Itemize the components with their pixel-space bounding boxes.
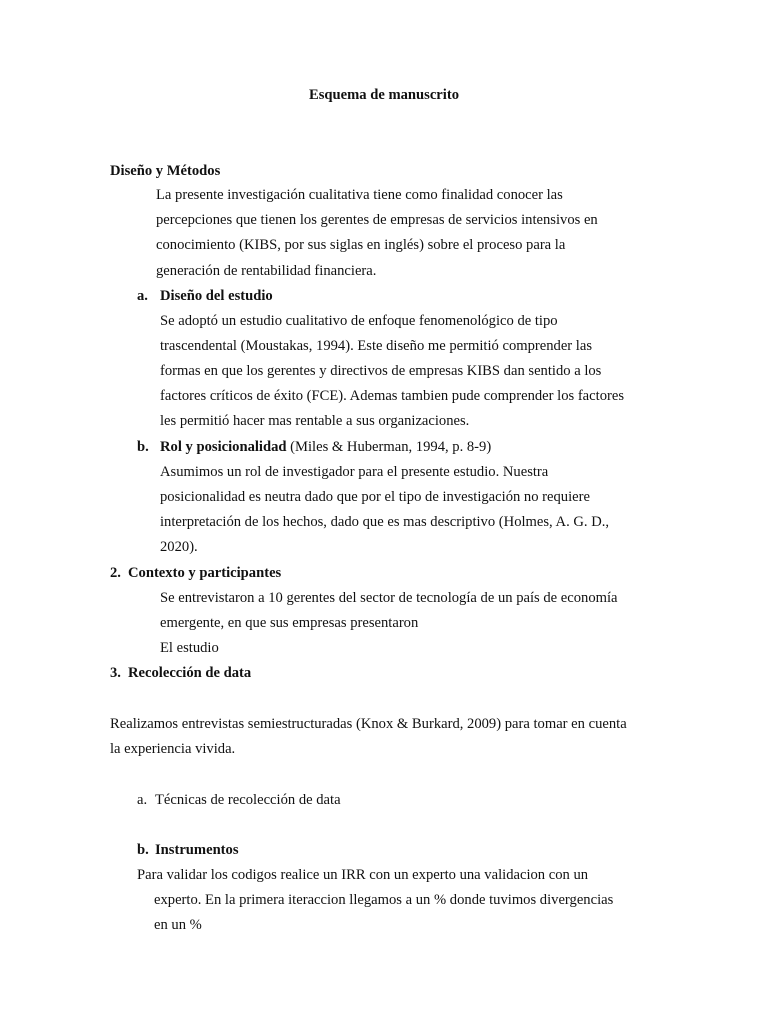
section-heading-context: Contexto y participantes: [128, 565, 282, 581]
subheading-collection-techniques: Técnicas de recolección de data: [155, 792, 341, 808]
paragraph-line: en un %: [154, 917, 202, 933]
subheading-instruments: Instrumentos: [155, 842, 239, 858]
paragraph-line: 2020).: [160, 539, 198, 555]
paragraph-line: formas en que los gerentes y directivos de empresas KIBS dan sentido a los: [160, 363, 602, 379]
paragraph-line: emergente, en que sus empresas presentaron: [160, 615, 419, 631]
list-marker-2: 2.: [110, 565, 121, 581]
paragraph-line: Para validar los codigos realice un IRR con un experto una validacion con un: [137, 867, 589, 883]
paragraph-line: generación de rentabilidad financiera.: [156, 263, 377, 279]
section-heading-design-methods: Diseño y Métodos: [110, 163, 221, 179]
paragraph-line: La presente investigación cualitativa tiene como finalidad conocer las: [156, 187, 563, 203]
paragraph-line: posicionalidad es neutra dado que por el tipo de investigación no requiere: [160, 489, 590, 505]
citation: (Miles & Huberman, 1994, p. 8-9): [286, 439, 492, 455]
section-heading-data-collection: Recolección de data: [128, 665, 252, 681]
paragraph-line: les permitió hacer mas rentable a sus organizaciones.: [160, 413, 470, 429]
paragraph-line: Se adoptó un estudio cualitativo de enfoque fenomenológico de tipo: [160, 313, 558, 329]
subheading-role-line: [160, 438, 491, 456]
paragraph-line: experto. En la primera iteraccion llegamos a un % donde tuvimos divergencias: [154, 892, 614, 908]
list-marker-a: a.: [137, 288, 148, 304]
paragraph-line: El estudio: [160, 640, 219, 656]
paragraph-line: Se entrevistaron a 10 gerentes del sector de tecnología de un país de economía: [160, 590, 618, 606]
paragraph-line: interpretación de los hechos, dado que es mas descriptivo (Holmes, A. G. D.,: [160, 514, 610, 530]
subheading-study-design: Diseño del estudio: [160, 288, 273, 304]
list-marker-b: b.: [137, 842, 149, 858]
list-marker-a: a.: [137, 792, 148, 808]
list-marker-3: 3.: [110, 665, 121, 681]
document-title: Esquema de manuscrito: [309, 87, 459, 103]
paragraph-line: Asumimos un rol de investigador para el presente estudio. Nuestra: [160, 464, 549, 480]
paragraph-line: Realizamos entrevistas semiestructuradas (Knox & Burkard, 2009) para tomar en cuenta: [110, 716, 627, 732]
paragraph-line: conocimiento (KIBS, por sus siglas en inglés) sobre el proceso para la: [156, 237, 566, 253]
subheading-role-positionality: Rol y posicionalidad: [160, 439, 287, 455]
paragraph-line: trascendental (Moustakas, 1994). Este diseño me permitió comprender las: [160, 338, 593, 354]
paragraph-line: la experiencia vivida.: [110, 741, 236, 757]
paragraph-line: percepciones que tienen los gerentes de empresas de servicios intensivos en: [156, 212, 598, 228]
list-marker-b: b.: [137, 439, 149, 455]
paragraph-line: factores críticos de éxito (FCE). Ademas tambien pude comprender los factores: [160, 388, 625, 404]
